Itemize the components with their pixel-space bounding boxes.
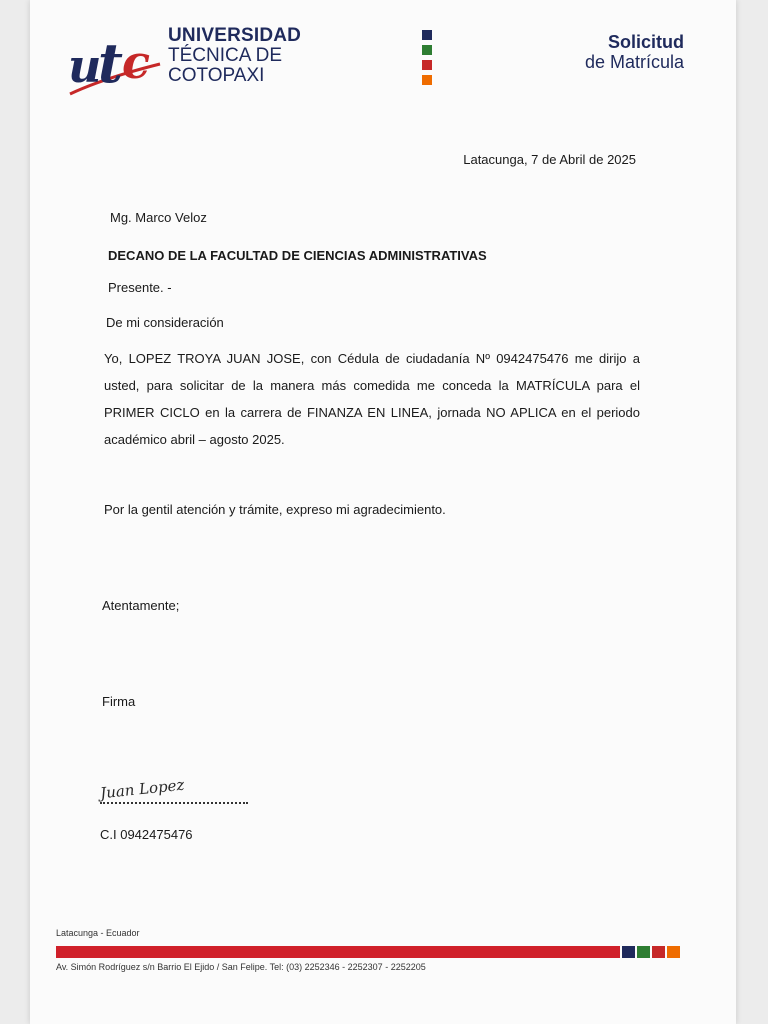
- signature-dotted-line: [100, 802, 248, 804]
- handwritten-signature: Juan Lopez: [99, 775, 186, 803]
- svg-text:c: c: [122, 35, 151, 89]
- letter-date: Latacunga, 7 de Abril de 2025: [463, 152, 636, 167]
- university-name-line3: COTOPAXI: [168, 65, 265, 86]
- consideration-line: De mi consideración: [106, 315, 224, 330]
- svg-text:t: t: [98, 31, 123, 95]
- university-name-line2: TÉCNICA DE: [168, 45, 283, 66]
- footer-square: [667, 946, 680, 958]
- letter-page: [30, 0, 736, 1024]
- footer-square: [652, 946, 665, 958]
- recipient-title: DECANO DE LA FACULTAD DE CIENCIAS ADMINISTRATIVAS: [108, 248, 487, 263]
- request-paragraph: Yo, LOPEZ TROYA JUAN JOSE, con Cédula de ciudadanía Nº 0942475476 me dirijo a usted, para solicitar de la manera más comedida me conceda la MATRÍCULA para el PRIMER CICLO en la carrera de FINANZA EN LINEA, jornada NO APLICA en el periodo académico abril – agosto 2025.: [104, 351, 640, 447]
- brand-square: [422, 60, 432, 70]
- utc-logo-icon: [64, 20, 182, 102]
- id-number-line: C.I 0942475476: [100, 827, 193, 842]
- brand-square: [422, 45, 432, 55]
- footer-color-squares: [622, 946, 680, 958]
- brand-color-squares: [422, 30, 432, 90]
- footer-square: [637, 946, 650, 958]
- greeting: Presente. -: [108, 280, 172, 295]
- recipient-name: Mg. Marco Veloz: [110, 210, 207, 225]
- svg-text:u: u: [68, 39, 102, 93]
- document-type: [585, 32, 684, 72]
- closing-line: Atentamente;: [102, 598, 180, 613]
- footer-city: Latacunga - Ecuador: [56, 928, 140, 938]
- brand-square: [422, 30, 432, 40]
- brand-square: [422, 75, 432, 85]
- university-name: [168, 26, 301, 86]
- document-type-line2: de Matrícula: [584, 52, 684, 72]
- footer-address: Av. Simón Rodríguez s/n Barrio El Ejido / San Felipe. Tel: (03) 2252346 - 2252307 - 2252205: [56, 962, 426, 972]
- footer-square: [622, 946, 635, 958]
- document-type-line1: Solicitud: [608, 32, 684, 52]
- signature-label: Firma: [102, 694, 136, 709]
- university-name-line1: UNIVERSIDAD: [168, 25, 302, 46]
- thanks-line: Por la gentil atención y trámite, expreso mi agradecimiento.: [104, 502, 446, 517]
- footer-red-bar: [56, 946, 620, 958]
- signature-area: [99, 775, 260, 812]
